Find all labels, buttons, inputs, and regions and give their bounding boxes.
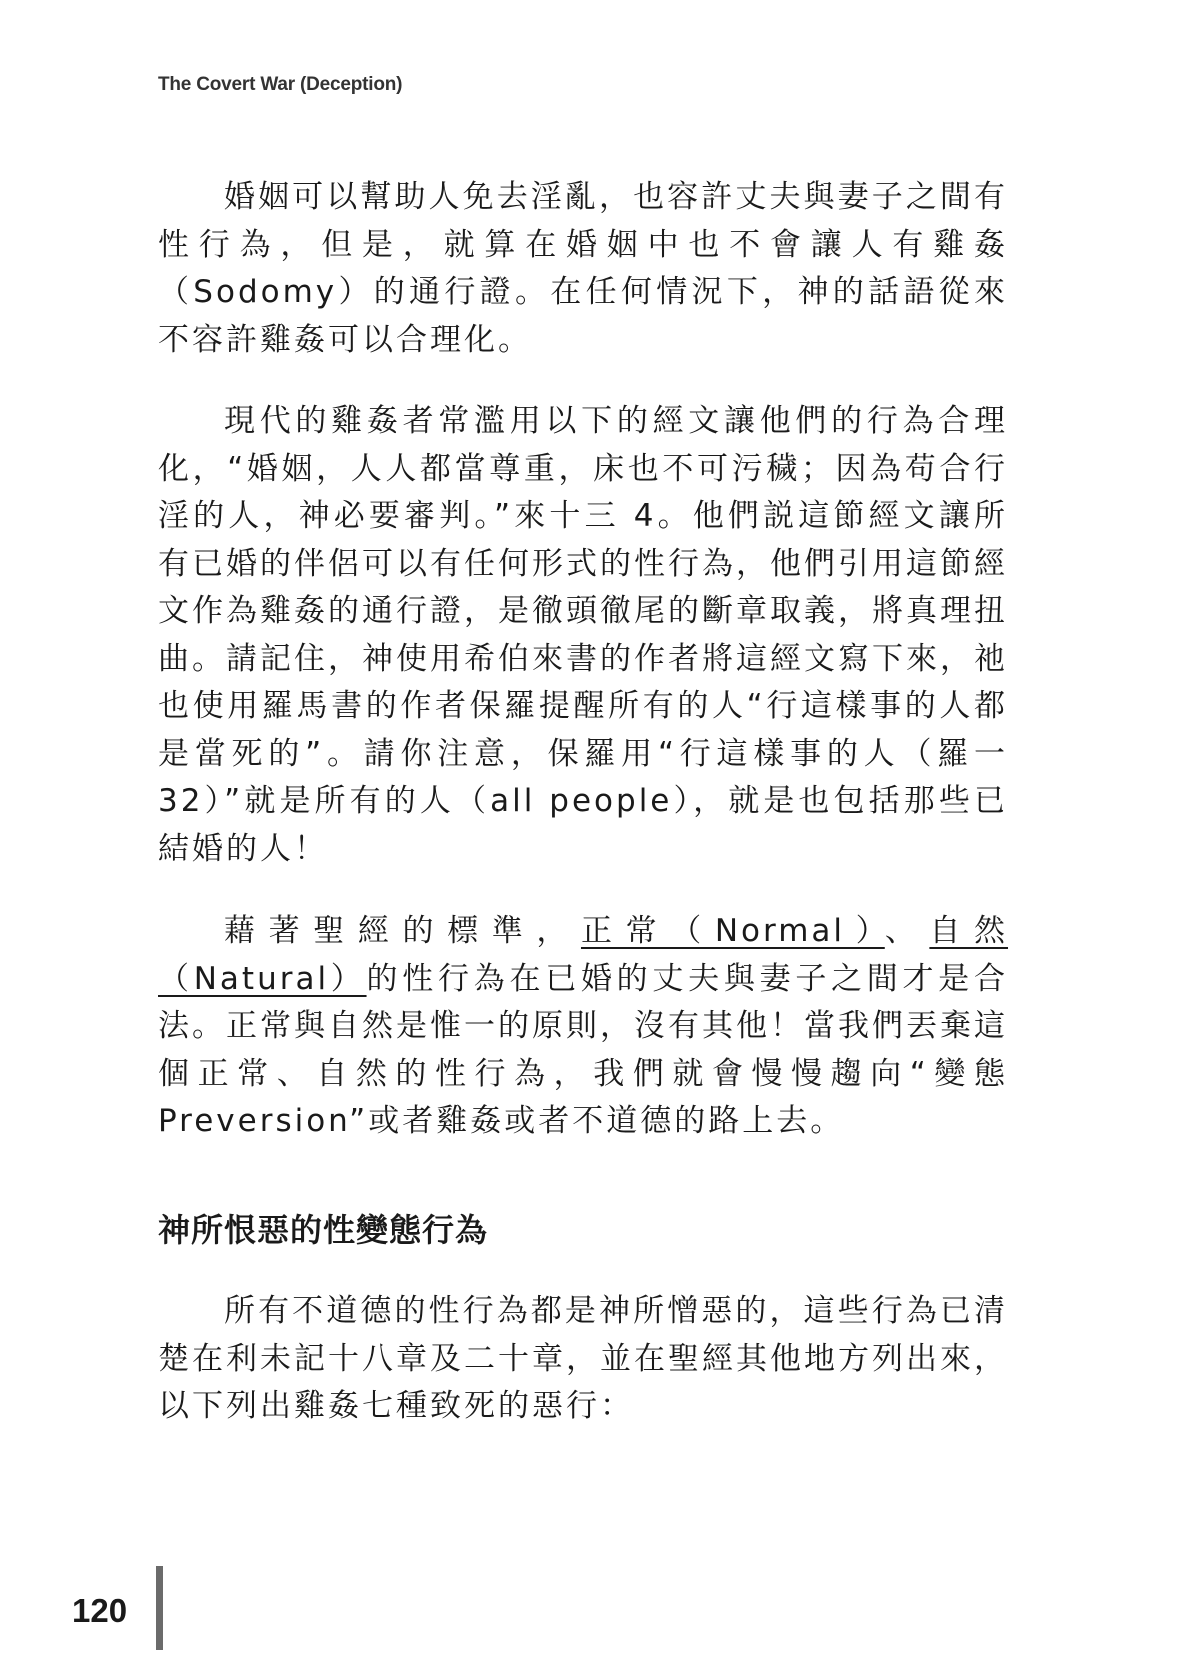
underlined-term-natural: 自然（Natural） [158, 913, 1009, 997]
page-number: 120 [72, 1592, 128, 1629]
underlined-term-normal: 正常（Normal） [580, 913, 885, 949]
page-number-rule [156, 1566, 163, 1650]
paragraph-hebrews-misuse: 現代的雞姦者常濫用以下的經文讓他們的行為合理化，“婚姻，人人都當尊重，床也不可污穢；因為苟合行淫的人，神必要審判。”來十三 4。他們説這節經文讓所有已婚的伴侶可以有任何形式的性行為，他們引用這節經文作為雞姦的通行證，是徹頭徹尾的斷章取義，將真理扭曲。請記住，神使用希伯來書的作者將這經文寫下來，祂也使用羅馬書的作者保羅提醒所有的人“行這樣事的人都是當死的”。請你注意，保羅用“行這樣事的人（羅一32）”就是所有的人（all people），就是也包括那些已結婚的人！ [158, 403, 1008, 867]
paragraph-marriage: 婚姻可以幫助人免去淫亂，也容許丈夫與妻子之間有性行為，但是，就算在婚姻中也不會讓人有雞姦（Sodomy）的通行證。在任何情況下，神的話語從來不容許雞姦可以合理化。 [158, 179, 1008, 358]
paragraph-normal-natural [158, 908, 1008, 1146]
section-heading: 神所恨惡的性變態行為 [158, 1211, 489, 1249]
running-header: The Covert War (Deception) [158, 74, 403, 95]
paragraph-abominations: 所有不道德的性行為都是神所憎惡的，這些行為已清楚在利未記十八章及二十章，並在聖經其他地方列出來，以下列出雞姦七種致死的惡行： [158, 1293, 1008, 1424]
normal-natural-rest: 的性行為在已婚的丈夫與妻子之間才是合法。正常與自然是惟一的原則，沒有其他！當我們丟棄這個正常、自然的性行為，我們就會慢慢趨向“變態 Preversion”或者雞姦或者不道德的路上去。 [158, 960, 1009, 1139]
normal-natural-intro: 藉著聖經的標準， [224, 913, 581, 949]
term-separator: 、 [884, 913, 930, 949]
